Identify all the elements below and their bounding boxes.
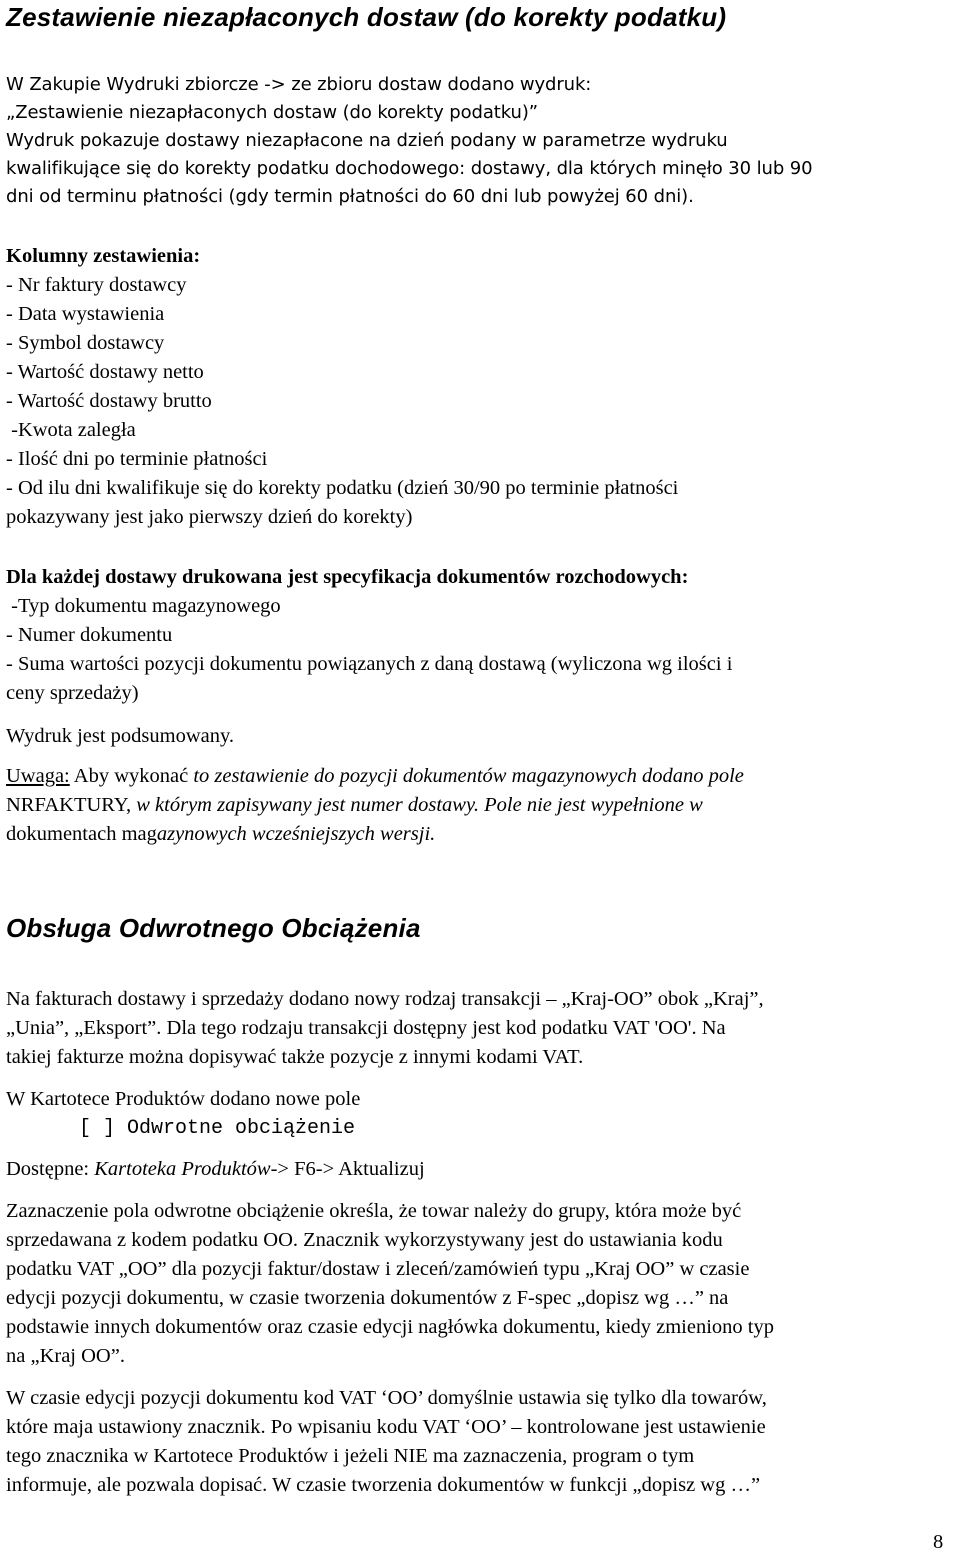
intro-line: W Zakupie Wydruki zbiorcze -> ze zbioru dostaw dodano wydruk: bbox=[6, 74, 592, 95]
note-text-italic: w którym zapisywany jest numer dostawy. Pole nie jest wypełnione w bbox=[136, 794, 703, 816]
column-item: - Data wystawienia bbox=[6, 303, 165, 325]
access-label: Dostępne: bbox=[6, 1158, 95, 1180]
intro-line: kwalifikujące się do korekty podatku dochodowego: dostawy, dla których minęło 30 lub 90 bbox=[6, 158, 813, 179]
note-text: Aby wykonać bbox=[69, 765, 194, 787]
field-intro: W Kartotece Produktów dodano nowe pole bbox=[6, 1088, 361, 1110]
paragraph-line: sprzedawana z kodem podatku OO. Znacznik wykorzystywany jest do ustawiania kodu bbox=[6, 1229, 723, 1251]
note-text: NRFAKTURY, bbox=[6, 794, 137, 816]
paragraph-line: podatku VAT „OO” dla pozycji faktur/dostaw i zleceń/zamówień typu „Kraj OO” w czasie bbox=[6, 1258, 750, 1280]
column-item: pokazywany jest jako pierwszy dzień do korekty) bbox=[6, 506, 413, 528]
paragraph-line: na „Kraj OO”. bbox=[6, 1345, 125, 1367]
note-text-italic: to zestawienie do pozycji dokumentów magazynowych dodano pole bbox=[193, 765, 744, 787]
column-item: - Symbol dostawcy bbox=[6, 332, 165, 354]
columns-heading: Kolumny zestawienia: bbox=[6, 245, 201, 267]
intro-line: „Zestawienie niezapłaconych dostaw (do korekty podatku)” bbox=[6, 102, 538, 123]
column-item: - Wartość dostawy brutto bbox=[6, 390, 212, 412]
paragraph-line: tego znacznika w Kartotece Produktów i jeżeli NIE ma zaznaczenia, program o tym bbox=[6, 1445, 695, 1467]
paragraph-line: informuje, ale pozwala dopisać. W czasie tworzenia dokumentów w funkcji „dopisz wg …” bbox=[6, 1474, 761, 1496]
note-label: Uwaga: bbox=[6, 765, 70, 787]
paragraph-line: takiej fakturze można dopisywać także pozycje z innymi kodami VAT. bbox=[6, 1046, 584, 1068]
paragraph-line: „Unia”, „Eksport”. Dla tego rodzaju transakcji dostępny jest kod podatku VAT 'OO'. Na bbox=[6, 1017, 726, 1039]
access-path-italic: Kartoteka Produktów bbox=[94, 1158, 271, 1180]
note-text: dokumentach mag bbox=[6, 823, 157, 845]
spec-item: - Suma wartości pozycji dokumentu powiązanych z daną dostawą (wyliczona wg ilości i bbox=[6, 653, 733, 675]
paragraph-line: podstawie innych dokumentów oraz czasie edycji nagłówka dokumentu, kiedy zmieniono typ bbox=[6, 1316, 774, 1338]
spec-heading: Dla każdej dostawy drukowana jest specyfikacja dokumentów rozchodowych: bbox=[6, 566, 689, 588]
column-item: - Ilość dni po terminie płatności bbox=[6, 448, 268, 470]
access-path bbox=[6, 1158, 425, 1181]
column-item: - Wartość dostawy netto bbox=[6, 361, 204, 383]
paragraph-line: edycji pozycji dokumentu, w czasie tworzenia dokumentów z F-spec „dopisz wg …” na bbox=[6, 1287, 729, 1309]
access-path-rest: -> F6-> Aktualizuj bbox=[270, 1158, 425, 1180]
paragraph-line: W czasie edycji pozycji dokumentu kod VAT ‘OO’ domyślnie ustawia się tylko dla towarów, bbox=[6, 1387, 767, 1409]
intro-line: dni od terminu płatności (gdy termin płatności do 60 dni lub powyżej 60 dni). bbox=[6, 186, 694, 207]
note-line bbox=[6, 765, 744, 788]
page-number: 8 bbox=[933, 1531, 944, 1553]
paragraph-line: które maja ustawiony znacznik. Po wpisaniu kodu VAT ‘OO’ – kontrolowane jest ustawienie bbox=[6, 1416, 766, 1438]
note-text-italic: azynowych wcześniejszych wersji. bbox=[156, 823, 436, 845]
paragraph-line: Na fakturach dostawy i sprzedaży dodano nowy rodzaj transakcji – „Kraj-OO” obok „Kraj”, bbox=[6, 988, 764, 1010]
note-line bbox=[6, 823, 435, 846]
summary-text: Wydruk jest podsumowany. bbox=[6, 725, 235, 747]
column-item: - Od ilu dni kwalifikuje się do korekty podatku (dzień 30/90 po terminie płatności bbox=[6, 477, 679, 499]
column-item: -Kwota zaległa bbox=[6, 419, 136, 441]
spec-item: -Typ dokumentu magazynowego bbox=[6, 595, 281, 617]
intro-line: Wydruk pokazuje dostawy niezapłacone na dzień podany w parametrze wydruku bbox=[6, 130, 728, 151]
spec-item: - Numer dokumentu bbox=[6, 624, 173, 646]
section-title-unpaid-deliveries: Zestawienie niezapłaconych dostaw (do korekty podatku) bbox=[6, 2, 727, 32]
section-title-reverse-charge: Obsługa Odwrotnego Obciążenia bbox=[6, 913, 421, 943]
note-line bbox=[6, 794, 703, 817]
paragraph-line: Zaznaczenie pola odwrotne obciążenie określa, że towar należy do grupy, która może być bbox=[6, 1200, 742, 1222]
column-item: - Nr faktury dostawcy bbox=[6, 274, 187, 296]
field-name: [ ] Odwrotne obciążenie bbox=[79, 1117, 356, 1140]
spec-item: ceny sprzedaży) bbox=[6, 682, 139, 704]
